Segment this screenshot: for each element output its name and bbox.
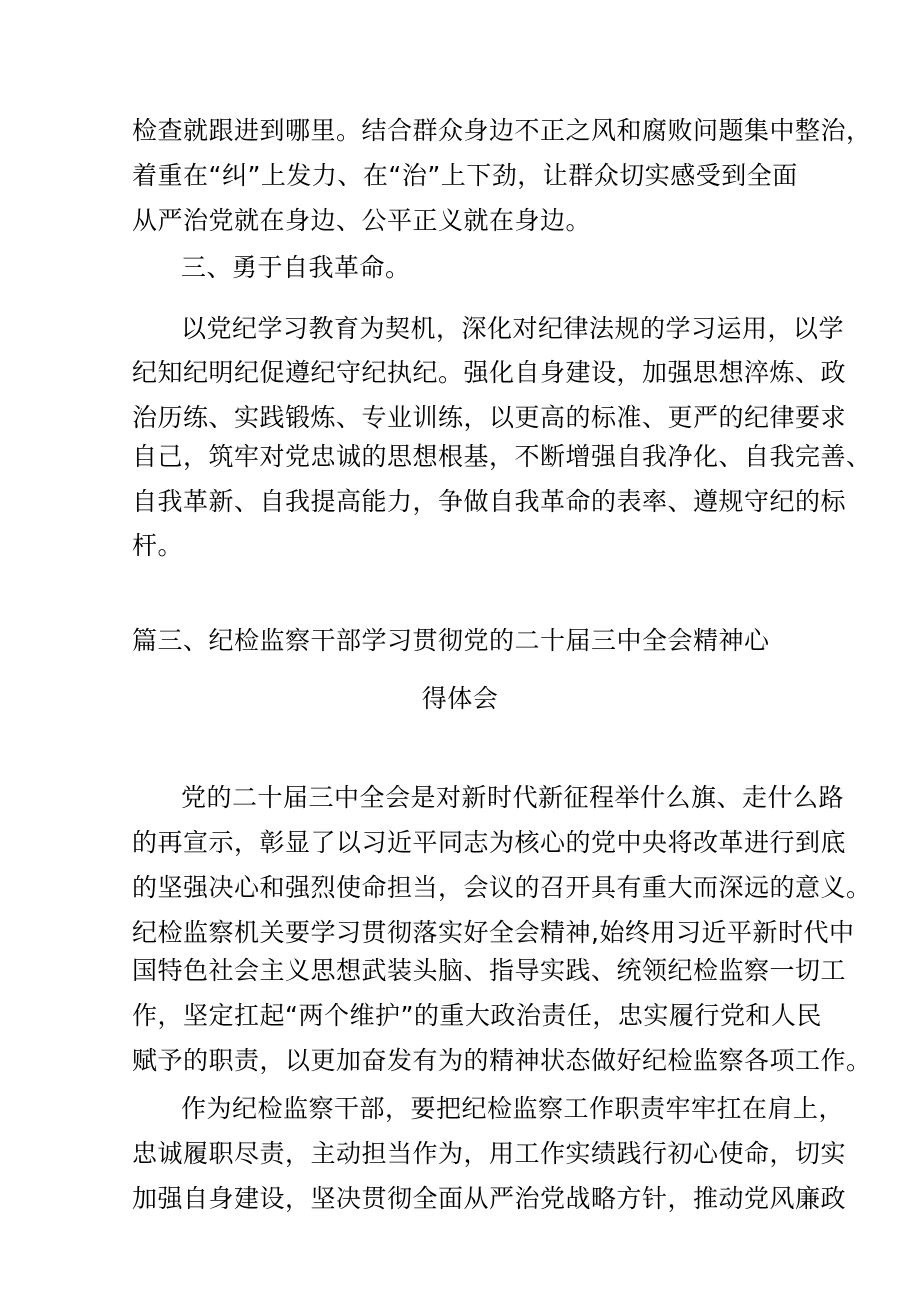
body-line: 作，坚定扛起“两个维护”的重大政治责任，忠实履行党和人民 (132, 1001, 822, 1030)
body-line: 杆。 (132, 531, 184, 560)
body-line: 自我革新、自我提高能力，争做自我革命的表率、遵规守纪的标 (132, 487, 847, 516)
body-line: 自己，筑牢对党忠诚的思想根基，不断增强自我净化、自我完善、 (132, 442, 872, 471)
body-line: 的再宣示，彰显了以习近平同志为核心的党中央将改革进行到底 (132, 828, 847, 857)
body-line: 着重在“纠”上发力、在“治”上下劲，让群众切实感受到全面 (132, 161, 798, 190)
section-title: 篇三、纪检监察干部学习贯彻党的二十届三中全会精神心 (132, 626, 770, 655)
body-line: 从严治党就在身边、公平正义就在身边。 (132, 206, 592, 235)
body-line: 作为纪检监察干部，要把纪检监察工作职责牢牢扛在肩上， (181, 1094, 845, 1123)
body-line: 以党纪学习教育为契机，深化对纪律法规的学习运用，以学 (181, 314, 845, 343)
section-title-continuation: 得体会 (421, 684, 499, 713)
body-line: 纪知纪明纪促遵纪守纪执纪。强化自身建设，加强思想淬炼、政 (132, 358, 847, 387)
body-line: 纪检监察机关要学习贯彻落实好全会精神,始终用习近平新时代中 (132, 918, 855, 947)
body-line: 国特色社会主义思想武装头脑、指导实践、统领纪检监察一切工 (132, 956, 847, 985)
body-line: 党的二十届三中全会是对新时代新征程举什么旗、走什么路 (181, 783, 845, 812)
subheading: 三、勇于自我革命。 (181, 253, 411, 282)
body-line: 加强自身建设，坚决贯彻全面从严治党战略方针，推动党风廉政 (132, 1184, 847, 1213)
body-line: 赋予的职责，以更加奋发有为的精神状态做好纪检监察各项工作。 (132, 1046, 872, 1075)
body-line: 忠诚履职尽责，主动担当作为，用工作实绩践行初心使命，切实 (132, 1139, 847, 1168)
body-line: 检查就跟进到哪里。结合群众身边不正之风和腐败问题集中整治， (132, 116, 872, 145)
body-line: 的坚强决心和强烈使命担当，会议的召开具有重大而深远的意义。 (132, 873, 872, 902)
body-line: 治历练、实践锻炼、专业训练，以更高的标准、更严的纪律要求 (132, 403, 847, 432)
